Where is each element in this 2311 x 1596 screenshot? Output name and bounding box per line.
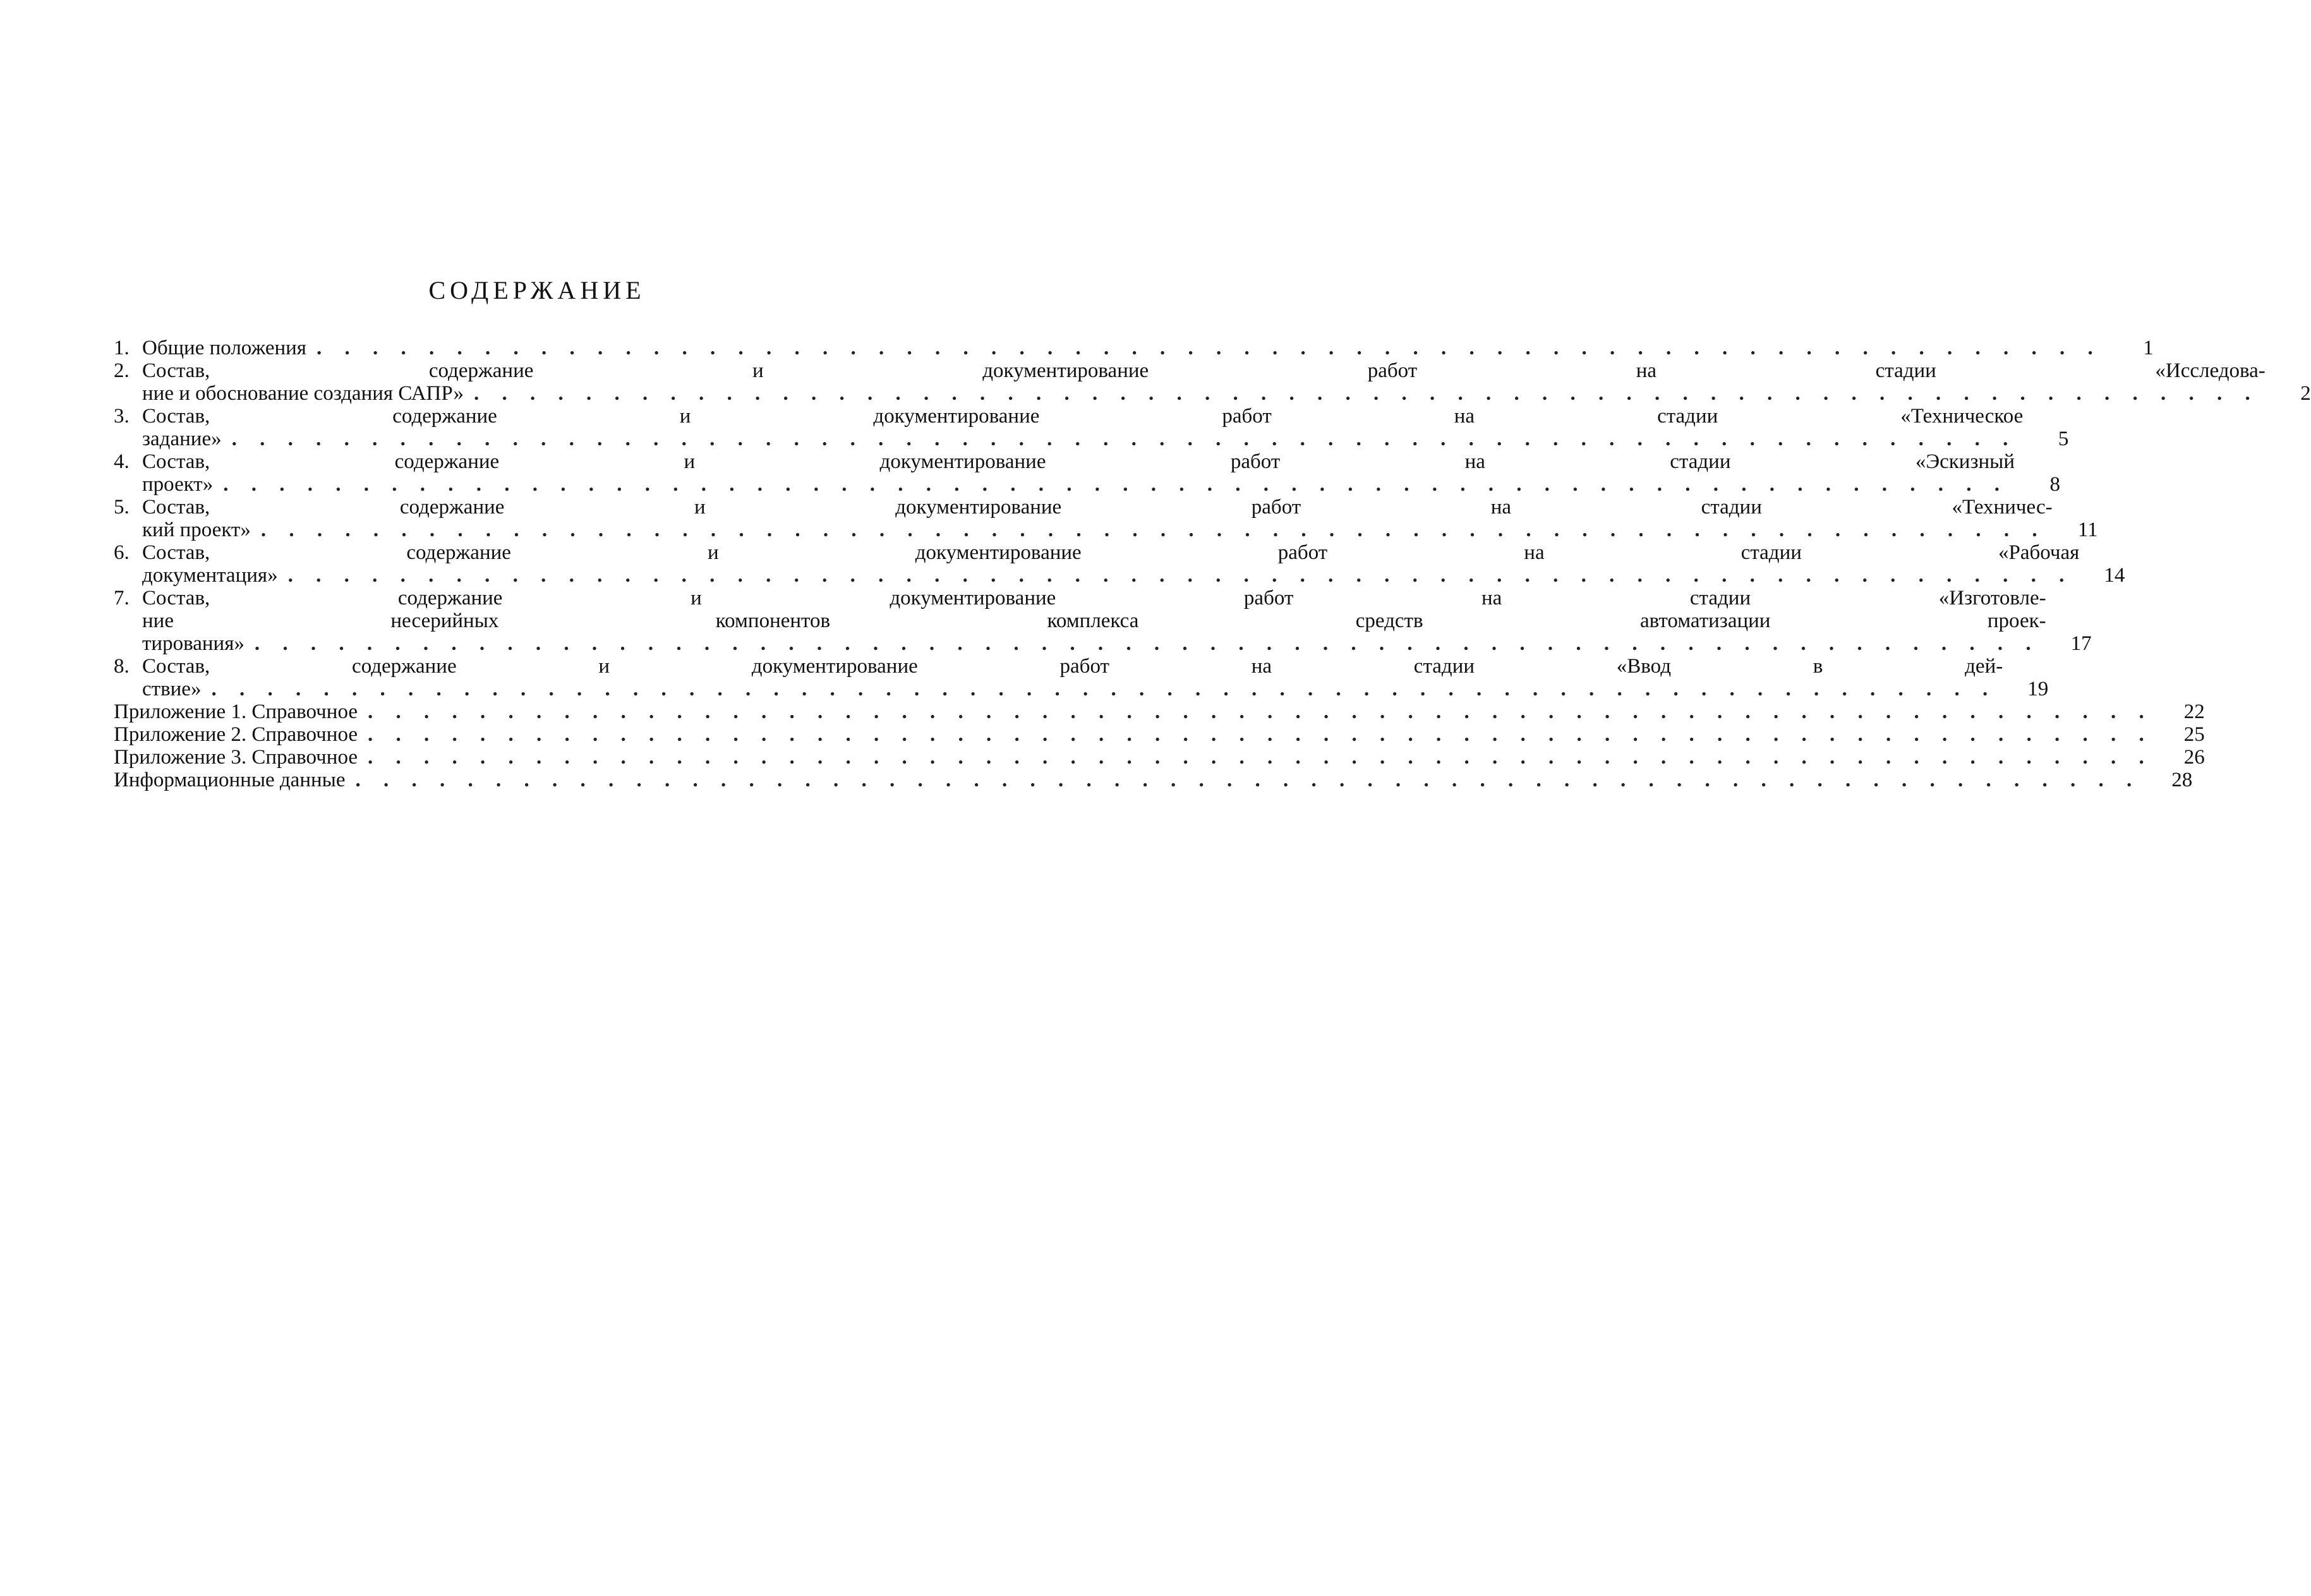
leader-dots — [368, 723, 2153, 746]
leader-dots — [261, 519, 2046, 541]
leader-dots — [474, 382, 2259, 405]
toc-page-number: 17 — [2070, 632, 2092, 655]
toc-entry-text: ствие» — [142, 678, 202, 700]
table-of-contents — [114, 337, 2311, 791]
leader-dots — [355, 769, 2140, 791]
toc-entry-info-data[interactable] — [114, 769, 2193, 791]
leader-dots — [288, 564, 2073, 587]
toc-entry-text: ние и обоснование создания САПР» — [142, 382, 464, 405]
leader-dots — [211, 678, 1996, 700]
toc-entry-text: проект» — [142, 473, 214, 496]
toc-entry-text: Состав, содержание и документирование работ на стадии «Исследова- — [142, 359, 2266, 382]
toc-page-number: 1 — [2143, 337, 2154, 359]
toc-entry[interactable] — [114, 655, 2049, 700]
toc-page-number: 26 — [2183, 746, 2205, 769]
toc-entry-text: задание» — [142, 428, 222, 450]
toc-entry-number: 3. — [114, 405, 130, 428]
toc-entry[interactable] — [114, 496, 2098, 541]
toc-entry[interactable] — [114, 541, 2125, 587]
toc-entry-text: Приложение 2. Справочное — [114, 723, 358, 746]
toc-entry-number: 6. — [114, 541, 130, 564]
leader-dots — [368, 700, 2153, 723]
toc-entry-number: 1. — [114, 337, 130, 359]
toc-page-number: 8 — [2049, 473, 2060, 496]
toc-page-number: 25 — [2183, 723, 2205, 746]
toc-entry-appendix-2[interactable] — [114, 723, 2205, 746]
toc-entry[interactable] — [114, 337, 2154, 359]
toc-entry-text: тирования» — [142, 632, 244, 655]
toc-entry-text: кий проект» — [142, 519, 251, 541]
toc-entry-appendix-3[interactable] — [114, 746, 2205, 769]
toc-entry-text: Состав, содержание и документирование работ на стадии «Ввод в дей- — [142, 655, 2003, 678]
toc-entry-number: 5. — [114, 496, 130, 519]
toc-entry-number: 2. — [114, 359, 130, 382]
leader-dots — [232, 428, 2017, 450]
toc-entry-text: Состав, содержание и документирование работ на стадии «Рабочая — [142, 541, 2080, 564]
toc-page-number: 28 — [2171, 769, 2193, 791]
toc-entry-text: Состав, содержание и документирование работ на стадии «Эскизный — [142, 450, 2015, 473]
toc-entry[interactable] — [114, 405, 2069, 450]
toc-entry[interactable] — [114, 587, 2092, 655]
toc-entry-text: Приложение 3. Справочное — [114, 746, 358, 769]
leader-dots — [368, 746, 2153, 769]
toc-entry[interactable] — [114, 359, 2311, 405]
toc-entry-text: Общие положения — [142, 337, 306, 359]
leader-dots — [223, 473, 2008, 496]
toc-entry-text: ние несерийных компонентов комплекса средств автоматизации проек- — [142, 609, 2046, 632]
page-title: СОДЕРЖАНИЕ — [428, 276, 646, 304]
toc-entry-text: Информационные данные — [114, 769, 346, 791]
toc-entry-text: документация» — [142, 564, 278, 587]
toc-page-number: 11 — [2077, 519, 2098, 541]
leader-dots — [317, 337, 2102, 359]
toc-page-number: 2 — [2300, 382, 2311, 405]
toc-entry-number: 4. — [114, 450, 130, 473]
toc-page-number: 14 — [2104, 564, 2125, 587]
toc-entry[interactable] — [114, 450, 2060, 496]
toc-entry-text: Состав, содержание и документирование работ на стадии «Техническое — [142, 405, 2024, 428]
toc-page-number: 19 — [2027, 678, 2049, 700]
toc-entry-number: 7. — [114, 587, 130, 609]
toc-entry-text: Состав, содержание и документирование работ на стадии «Изготовле- — [142, 587, 2046, 609]
toc-entry-text: Приложение 1. Справочное — [114, 700, 358, 723]
toc-entry-appendix-1[interactable] — [114, 700, 2205, 723]
toc-entry-text: Состав, содержание и документирование работ на стадии «Техничес- — [142, 496, 2053, 519]
toc-page-number: 22 — [2183, 700, 2205, 723]
leader-dots — [255, 632, 2040, 655]
toc-entry-number: 8. — [114, 655, 130, 678]
toc-page-number: 5 — [2058, 428, 2069, 450]
